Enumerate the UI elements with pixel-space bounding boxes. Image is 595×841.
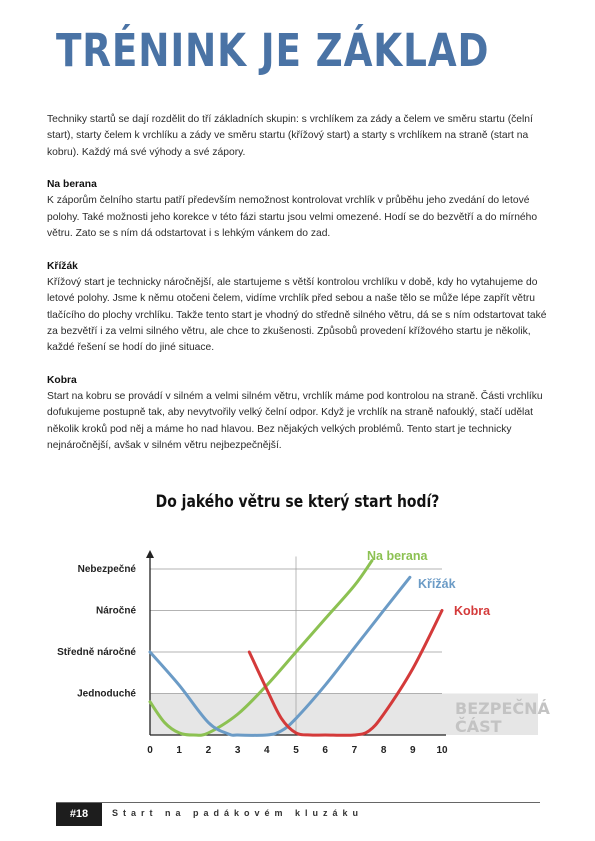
footer-book-title: Start na padákovém kluzáku — [112, 808, 364, 818]
y-axis-arrow — [146, 550, 154, 558]
y-category-label: Středně náročné — [57, 647, 136, 658]
x-tick-label: 6 — [322, 745, 328, 756]
intro-paragraph: Techniky startů se dají rozdělit do tří základních skupin: s vrchlíkem za zády a čelem ve směru startu (čelní start), starty čelem k vrchlíku a zády ve směru startu (křížový start) a starty s vrchlíkem na straně (start na kobru). Každý má své výhody a své zápory. — [47, 114, 533, 158]
chart-title: Do jakého větru se který start hodí? — [155, 492, 440, 512]
x-tick-label: 1 — [176, 745, 182, 756]
x-tick-label: 2 — [205, 745, 212, 756]
x-tick-label: 4 — [264, 745, 270, 756]
wind-start-chart — [0, 540, 595, 770]
section-text-krizak: Křížový start je technicky náročnější, ale startujeme s větší kontrolou vrchlíku v době, kdy ho vytahujeme do letové polohy. Jsme k němu otočeni čelem, vidíme vrchlík před sebou a naše tělo se může lépe zapřít větru tlačícího do plochy vrchlíku. Takže tento start je vhodný do středně silného větru, dá se s ním odstartovat také za bezvětří i za velmi silného větru, ale chce to zkušenosti. Způsobů provedení křížového startu je několik, každé řešení se hodí do jiné situace. — [47, 276, 547, 354]
x-tick-label: 8 — [380, 745, 387, 756]
page-footer — [56, 802, 540, 826]
safe-zone-label: BEZPEČNÁ — [455, 699, 550, 719]
section-heading-krizak: Křížák — [47, 260, 78, 272]
page-number-badge: #18 — [56, 803, 102, 826]
section-text-kobra: Start na kobru se provádí v silném a velmi silném větru, vrchlík máme pod kontrolou na straně. Části vrchlíku dofukujeme postupně tak, aby nevytvořily velký čelní odpor. Když je vrchlík na straně nafouklý, stačí udělat několik kroků pod něj a máme ho nad hlavou. Bez nějakých velkých problémů. Tento start je technicky nejnáročnější, avšak v silném větru nejbezpečnější. — [47, 391, 543, 451]
series-label: Na berana — [367, 549, 428, 563]
page-title: TRÉNINK JE ZÁKLAD — [56, 24, 490, 77]
x-tick-label: 9 — [410, 745, 416, 756]
safe-zone-label: ČÁST — [455, 717, 502, 737]
footer-divider — [56, 802, 540, 803]
x-tick-label: 10 — [436, 745, 448, 756]
x-tick-label: 0 — [147, 745, 153, 756]
section-heading-kobra: Kobra — [47, 374, 77, 386]
y-category-label: Nebezpečné — [77, 564, 136, 575]
x-tick-label: 5 — [293, 745, 299, 756]
y-category-label: Jednoduché — [77, 688, 136, 700]
x-tick-label: 3 — [234, 745, 241, 756]
series-label: Kobra — [454, 604, 491, 618]
section-heading-na-berana: Na berana — [47, 179, 97, 191]
section-text-na-berana: K záporům čelního startu patří především nemožnost kontrolovat vrchlík v průběhu jeho zvedání do letové polohy. Také možnosti jeho korekce v této fázi startu jsou velmi omezené. Hodí se do bezvětří a do mírného větru. Zato se s ním dá odstartovat i s lehkým vánkem do zad. — [47, 195, 538, 240]
series-label: Křížák — [418, 577, 456, 591]
x-tick-label: 7 — [351, 745, 358, 756]
y-category-label: Náročné — [95, 605, 136, 617]
article-body — [47, 112, 552, 471]
